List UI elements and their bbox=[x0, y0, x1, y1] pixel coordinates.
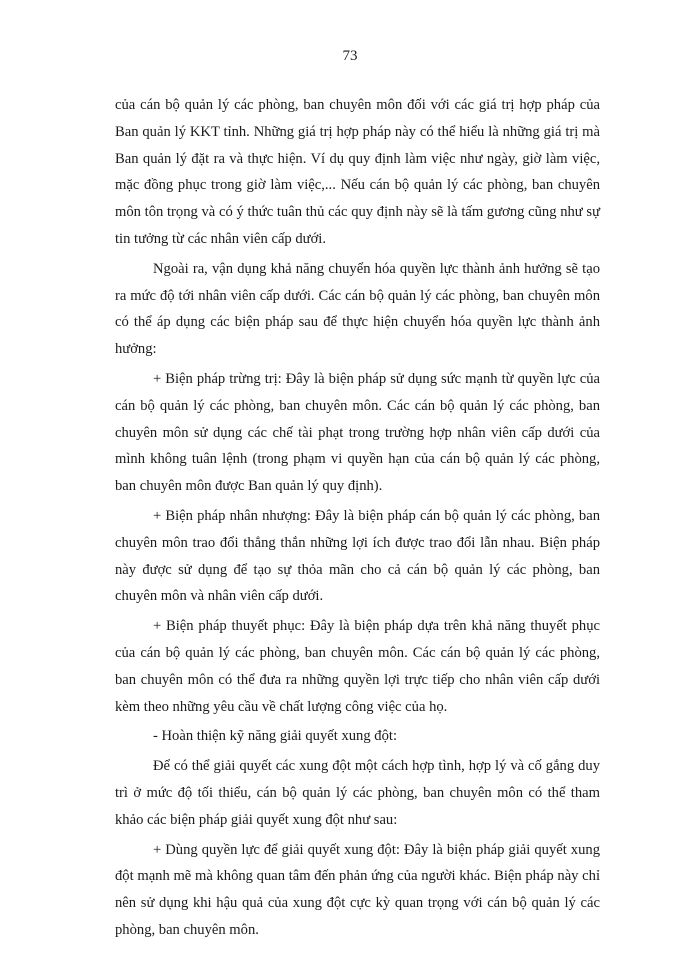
paragraph-conflict-intro: Để có thể giải quyết các xung đột một cách hợp tình, hợp lý và cố gắng duy trì ở mức độ tối thiểu, cán bộ quản lý các phòng, ban chuyên môn có thể tham khảo các biện pháp giải quyết xung đột như sau: bbox=[115, 758, 600, 828]
body-text bbox=[115, 92, 600, 944]
paragraph-conflict-skill-heading: - Hoàn thiện kỹ năng giải quyết xung đột: bbox=[153, 728, 397, 745]
paragraph-power-conflict-measure: + Dùng quyền lực để giải quyết xung đột: Đây là biện pháp giải quyết xung đột mạnh mẽ mà không quan tâm đến phản ứng của người khác. Biện pháp này chỉ nên sử dụng khi hậu quả của xung đột cực kỳ quan trọng với cán bộ quản lý các phòng, ban chuyên môn. bbox=[115, 841, 600, 938]
page-number: 73 bbox=[342, 48, 358, 64]
paragraph-punishment-measure: + Biện pháp trừng trị: Đây là biện pháp sử dụng sức mạnh từ quyền lực của cán bộ quản lý các phòng, ban chuyên môn. Các cán bộ quản lý các phòng, ban chuyên môn sử dụng các chế tài phạt trong trường hợp nhân viên cấp dưới của mình không tuân lệnh (trong phạm vi quyền hạn của cán bộ quản lý các phòng, ban chuyên môn được Ban quản lý quy định). bbox=[115, 370, 600, 495]
paragraph-concession-measure: + Biện pháp nhân nhượng: Đây là biện pháp cán bộ quản lý các phòng, ban chuyên môn trao đổi thẳng thắn những lợi ích được trao đổi lẫn nhau. Biện pháp này được sử dụng để tạo sự thỏa mãn cho cả cán bộ quản lý các phòng, ban chuyên môn và nhân viên cấp dưới. bbox=[115, 507, 600, 605]
paragraph-transformation-intro: Ngoài ra, vận dụng khả năng chuyển hóa quyền lực thành ảnh hưởng sẽ tạo ra mức độ tới nhân viên cấp dưới. Các cán bộ quản lý các phòng, ban chuyên môn có thể áp dụng các biện pháp sau để thực hiện chuyển hóa quyền lực thành ảnh hưởng: bbox=[115, 260, 600, 358]
paragraph-continuation: của cán bộ quản lý các phòng, ban chuyên môn đối với các giá trị hợp pháp của Ban quản lý KKT tỉnh. Những giá trị hợp pháp này có thể hiểu là những giá trị mà Ban quản lý đặt ra và thực hiện. Ví dụ quy định làm việc như ngày, giờ làm việc, mặc đồng phục trong giờ làm việc,... Nếu cán bộ quản lý các phòng, ban chuyên môn tôn trọng và có ý thức tuân thủ các quy định này sẽ là tấm gương cũng như sự tin tưởng từ các nhân viên cấp dưới. bbox=[115, 97, 600, 247]
paragraph-persuasion-measure: + Biện pháp thuyết phục: Đây là biện pháp dựa trên khả năng thuyết phục của cán bộ quản lý các phòng, ban chuyên môn. Các cán bộ quản lý các phòng, ban chuyên môn có thể đưa ra những quyền lợi trực tiếp cho nhân viên cấp dưới kèm theo những yêu cầu về chất lượng công việc của họ. bbox=[115, 618, 600, 715]
